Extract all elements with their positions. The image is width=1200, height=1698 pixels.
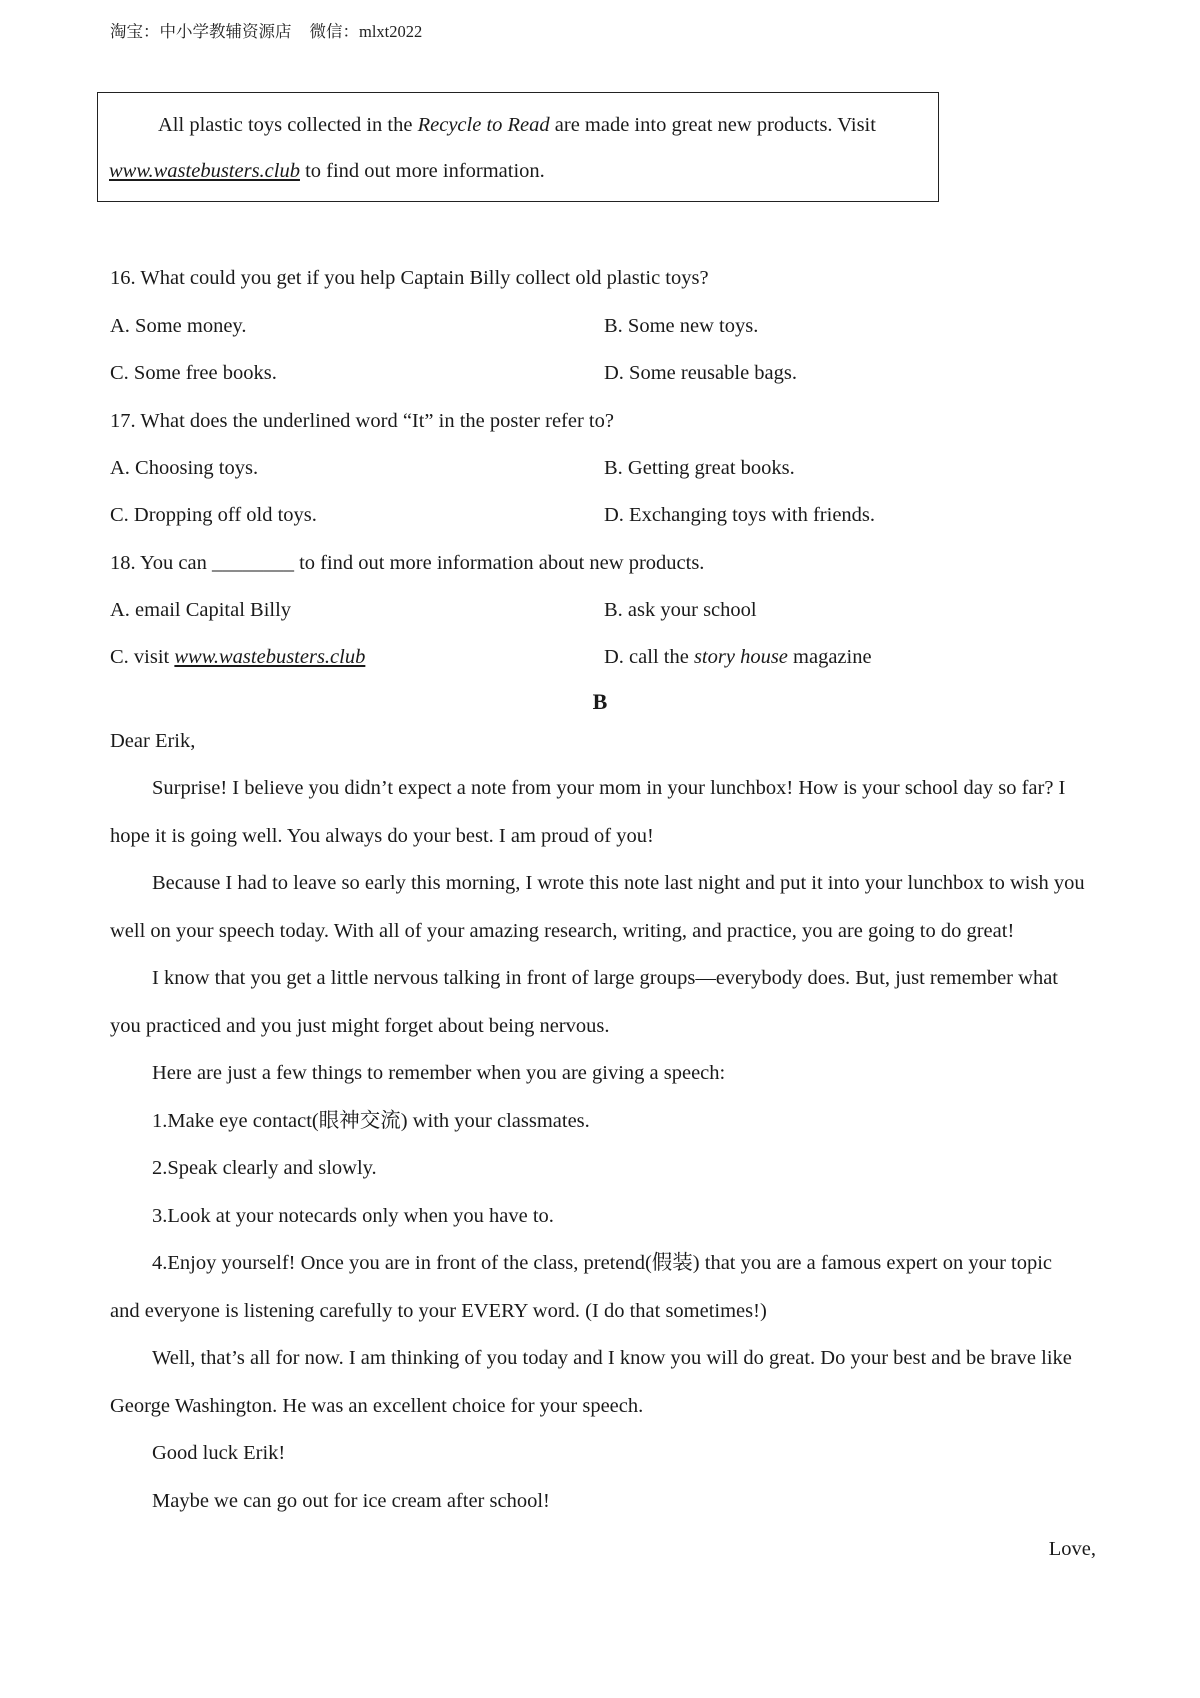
question-18-option-c [110, 647, 365, 668]
page-header [110, 18, 422, 42]
notice-line-1 [158, 114, 876, 137]
question-17-option-b: B. Getting great books. [604, 457, 795, 479]
letter-closing: Love, [1048, 1538, 1096, 1560]
question-18-option-a: A. email Capital Billy [110, 599, 292, 621]
option-italic-text: story house [693, 646, 788, 668]
option-text: C. visit [110, 646, 175, 668]
notice-text: are made into great new products. Visit [549, 114, 876, 136]
notice-line-2 [109, 160, 545, 183]
letter-line: well on your speech today. With all of your amazing research, writing, and practice, you are going to do great! [110, 920, 1015, 942]
letter-greeting: Dear Erik, [110, 730, 196, 752]
letter-line: Because I had to leave so early this morning, I wrote this note last night and put it into your lunchbox to wish you [152, 872, 1085, 894]
shop-label: 淘宝：中小学教辅资源店 [110, 22, 292, 41]
website-link[interactable]: www.wastebusters.club [174, 646, 366, 668]
letter-line: hope it is going well. You always do your best. I am proud of you! [110, 825, 654, 847]
letter-line: Good luck Erik! [152, 1442, 286, 1464]
notice-box [97, 92, 939, 202]
letter-line: Maybe we can go out for ice cream after school! [152, 1490, 550, 1512]
wechat-label: 微信：mlxt2022 [309, 22, 423, 41]
option-text: magazine [787, 646, 872, 668]
question-18-stem: 18. You can ________ to find out more information about new products. [110, 552, 705, 574]
website-link[interactable]: www.wastebusters.club [109, 160, 300, 182]
question-16-option-b: B. Some new toys. [604, 315, 759, 337]
tip-item: 2.Speak clearly and slowly. [152, 1157, 377, 1179]
section-heading: B [592, 689, 608, 714]
letter-line: Surprise! I believe you didn’t expect a note from your mom in your lunchbox! How is your school day so far? I [152, 777, 1066, 799]
question-18-option-b: B. ask your school [604, 599, 757, 621]
question-16-option-a: A. Some money. [110, 315, 247, 337]
question-16-stem: 16. What could you get if you help Captain Billy collect old plastic toys? [110, 267, 709, 289]
letter-line: Here are just a few things to remember when you are giving a speech: [152, 1062, 726, 1084]
letter-line: George Washington. He was an excellent choice for your speech. [110, 1395, 644, 1417]
tip-item: 4.Enjoy yourself! Once you are in front of the class, pretend(假装) that you are a famous expert on your topic [152, 1252, 1053, 1274]
letter-line: Well, that’s all for now. I am thinking of you today and I know you will do great. Do your best and be brave like [152, 1347, 1072, 1369]
question-16-option-d: D. Some reusable bags. [604, 362, 797, 384]
tip-item: 1.Make eye contact(眼神交流) with your classmates. [152, 1110, 590, 1132]
letter-line: I know that you get a little nervous talking in front of large groups—everybody does. But, just remember what [152, 967, 1058, 989]
letter-line: and everyone is listening carefully to your EVERY word. (I do that sometimes!) [110, 1300, 767, 1322]
question-17-option-c: C. Dropping off old toys. [110, 504, 317, 526]
letter-line: you practiced and you just might forget about being nervous. [110, 1015, 610, 1037]
notice-italic-title: Recycle to Read [417, 114, 550, 136]
notice-text: All plastic toys collected in the [158, 114, 418, 136]
question-17-stem: 17. What does the underlined word “It” in the poster refer to? [110, 410, 614, 432]
question-18-option-d [604, 647, 872, 668]
question-17-option-a: A. Choosing toys. [110, 457, 259, 479]
question-17-option-d: D. Exchanging toys with friends. [604, 504, 876, 526]
tip-item: 3.Look at your notecards only when you have to. [152, 1205, 554, 1227]
question-16-option-c: C. Some free books. [110, 362, 277, 384]
option-text: D. call the [604, 646, 694, 668]
notice-text: to find out more information. [299, 160, 545, 182]
